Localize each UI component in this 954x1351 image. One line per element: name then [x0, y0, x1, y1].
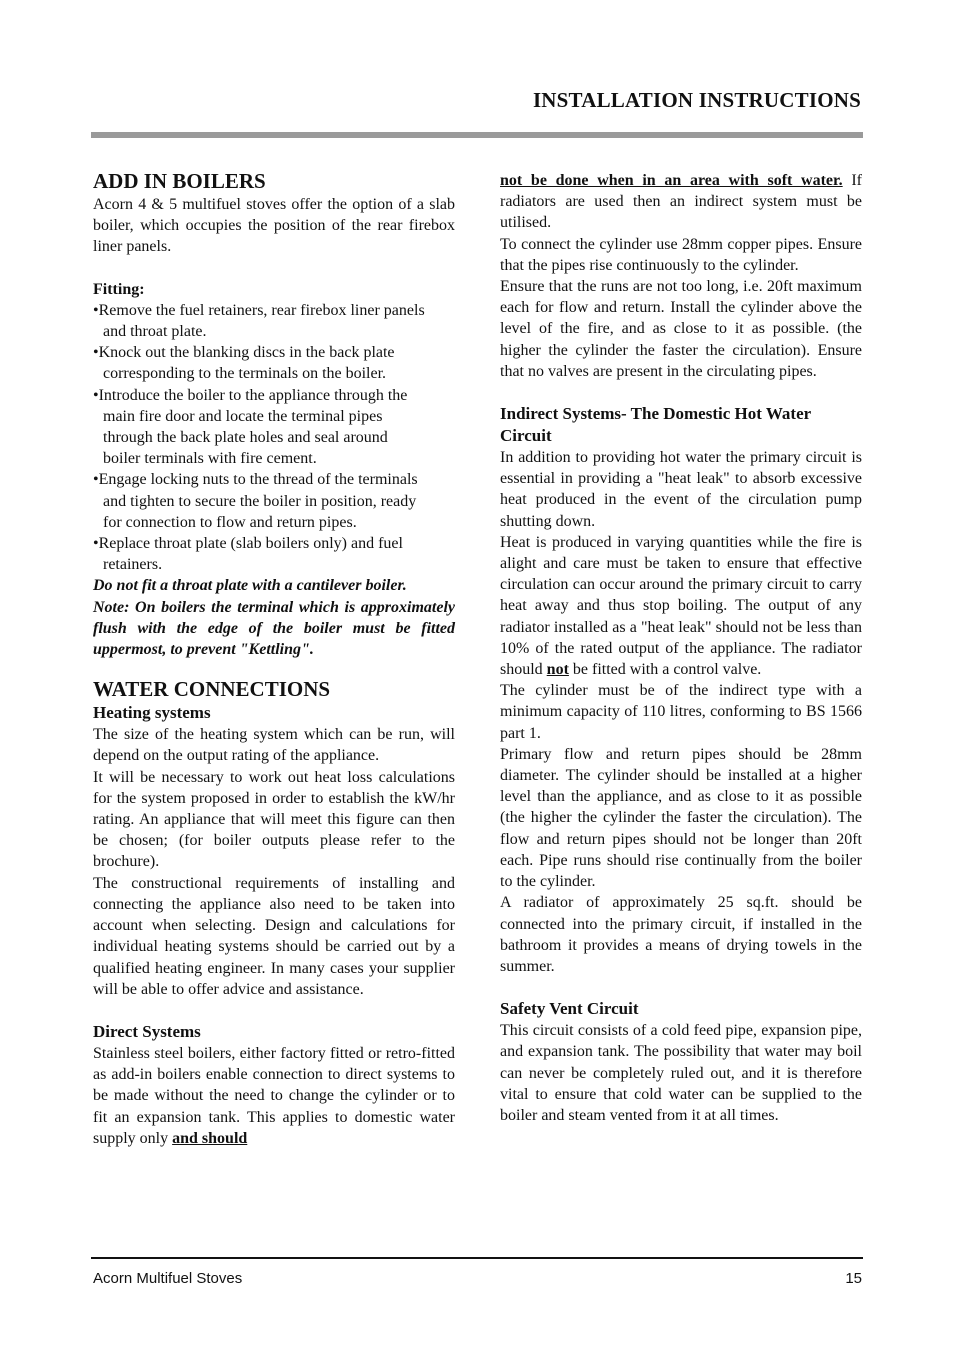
safety-vent-heading: Safety Vent Circuit — [500, 999, 639, 1019]
heating-systems-heading: Heating systems — [93, 703, 211, 723]
add-in-boilers-intro: Acorn 4 & 5 multifuel stoves offer the option of a slab boiler, which occupies the position of the rear firebox liner panels. — [93, 196, 455, 256]
fitting-step-3: •Introduce the boiler to the appliance through the main fire door and locate the terminal pipes through the back plate holes and seal around boiler terminals with fire cement. — [93, 386, 408, 468]
left-column — [93, 168, 455, 1149]
page-header-title: INSTALLATION INSTRUCTIONS — [532, 88, 861, 112]
indirect-systems-heading: Indirect Systems- The Domestic Hot Water Circuit — [500, 404, 811, 446]
soft-water-rest: If radiators are used then an indirect system must be utilised. — [500, 172, 862, 232]
heating-paragraph-2: It will be necessary to work out heat loss calculations for the system proposed in order to establish the kW/hr rating. An appliance that will meet this figure can then be chosen; (for boiler outputs please refer to the brochure). — [93, 768, 455, 871]
right-column — [500, 170, 862, 1126]
direct-systems-continued — [500, 170, 862, 234]
indirect-p2-not: not — [546, 661, 569, 679]
indirect-paragraph-2 — [500, 532, 862, 680]
footer-title: Acorn Multifuel Stoves — [93, 1270, 243, 1287]
add-in-boilers-heading: ADD IN BOILERS — [93, 169, 266, 193]
direct-systems-text: Stainless steel boilers, either factory fitted or retro-fitted as add-in boilers enable connection to direct systems to be made without the need to change the cylinder or to fit an expansion tank. This applies to domestic water supply only — [93, 1044, 455, 1147]
page-number: 15 — [845, 1270, 862, 1287]
fitting-step-1: •Remove the fuel retainers, rear firebox liner panels and throat plate. — [93, 301, 425, 341]
fitting-heading: Fitting: — [93, 280, 145, 298]
safety-vent-paragraph: This circuit consists of a cold feed pipe, expansion pipe, and expansion tank. The possibility that water may boil can never be completely ruled out, and it is therefore vital to ensure that cold water can be supplied to the boiler and steam vented from it at all times. — [500, 1022, 862, 1124]
direct-systems-emphasis: and should — [172, 1129, 248, 1147]
fitting-step-4: •Engage locking nuts to the thread of the terminals and tighten to secure the boiler in position, ready for connection to flow and return pipes. — [93, 471, 418, 531]
direct-systems-paragraph — [93, 1043, 455, 1149]
footer-rule — [91, 1257, 863, 1259]
direct-systems-heading: Direct Systems — [93, 1021, 201, 1041]
pipe-runs-paragraph: Ensure that the runs are not too long, i.e. 20ft maximum each for flow and return. Install the cylinder above the level of the fire, and as close to it as possible. (the higher the cylinder the faster the circulation). Ensure that no valves are present in the circulating pipes. — [500, 278, 862, 380]
water-connections-heading: WATER CONNECTIONS — [93, 677, 331, 702]
soft-water-emphasis: not be done when in an area with soft water. — [500, 172, 843, 189]
fitting-step-2: •Knock out the blanking discs in the back plate corresponding to the terminals on the boiler. — [93, 344, 395, 383]
heating-paragraph-1: The size of the heating system which can be run, will depend on the output rating of the appliance. — [93, 726, 455, 765]
fitting-step-5: •Replace throat plate (slab boilers only) and fuel retainers. — [93, 535, 403, 574]
indirect-paragraph-5: A radiator of approximately 25 sq.ft. should be connected into the primary circuit, if installed in the bathroom it provides a means of drying towels in the summer. — [500, 894, 862, 975]
indirect-p2-text-b: be fitted with a control valve. — [568, 661, 762, 679]
indirect-paragraph-4: Primary flow and return pipes should be 28mm diameter. The cylinder should be installed at a higher level than the appliance, and as close to it as possible (the higher the cylinder the faster the circulation). The flow and return pipes should not be longer than 20ft each. Pipe runs should rise continually from the boiler to the cylinder. — [500, 745, 862, 891]
kettling-note: Note: On boilers the terminal which is approximately flush with the edge of the boiler must be fitted uppermost, to prevent "Kettling". — [93, 598, 455, 659]
cantilever-warning: Do not fit a throat plate with a cantilever boiler. — [93, 577, 407, 595]
heating-paragraph-3: The constructional requirements of installing and connecting the appliance also need to be taken into account when selecting. Design and calculations for individual heating systems should be carried out by a qualified heating engineer. In many cases your supplier will be able to offer advice and assistance. — [93, 874, 455, 998]
header-rule — [91, 132, 863, 138]
indirect-paragraph-1: In addition to providing hot water the primary circuit is essential in providing a "heat leak" to absorb excessive heat produced in the event of the circulation pump shutting down. — [500, 449, 862, 530]
indirect-paragraph-3: The cylinder must be of the indirect type with a minimum capacity of 110 litres, conforming to BS 1566 part 1. — [500, 682, 862, 742]
indirect-p2-text-a: Heat is produced in varying quantities while the fire is alight and care must be taken to ensure that effective circulation can occur around the primary circuit to carry heat away and thus stop boiling. The output of any radiator installed as a "heat leak" should not be less than 10% of the rated output of the appliance. The radiator should — [500, 533, 862, 679]
copper-pipes-paragraph: To connect the cylinder use 28mm copper pipes. Ensure that the pipes rise continuously to the cylinder. — [500, 235, 862, 274]
